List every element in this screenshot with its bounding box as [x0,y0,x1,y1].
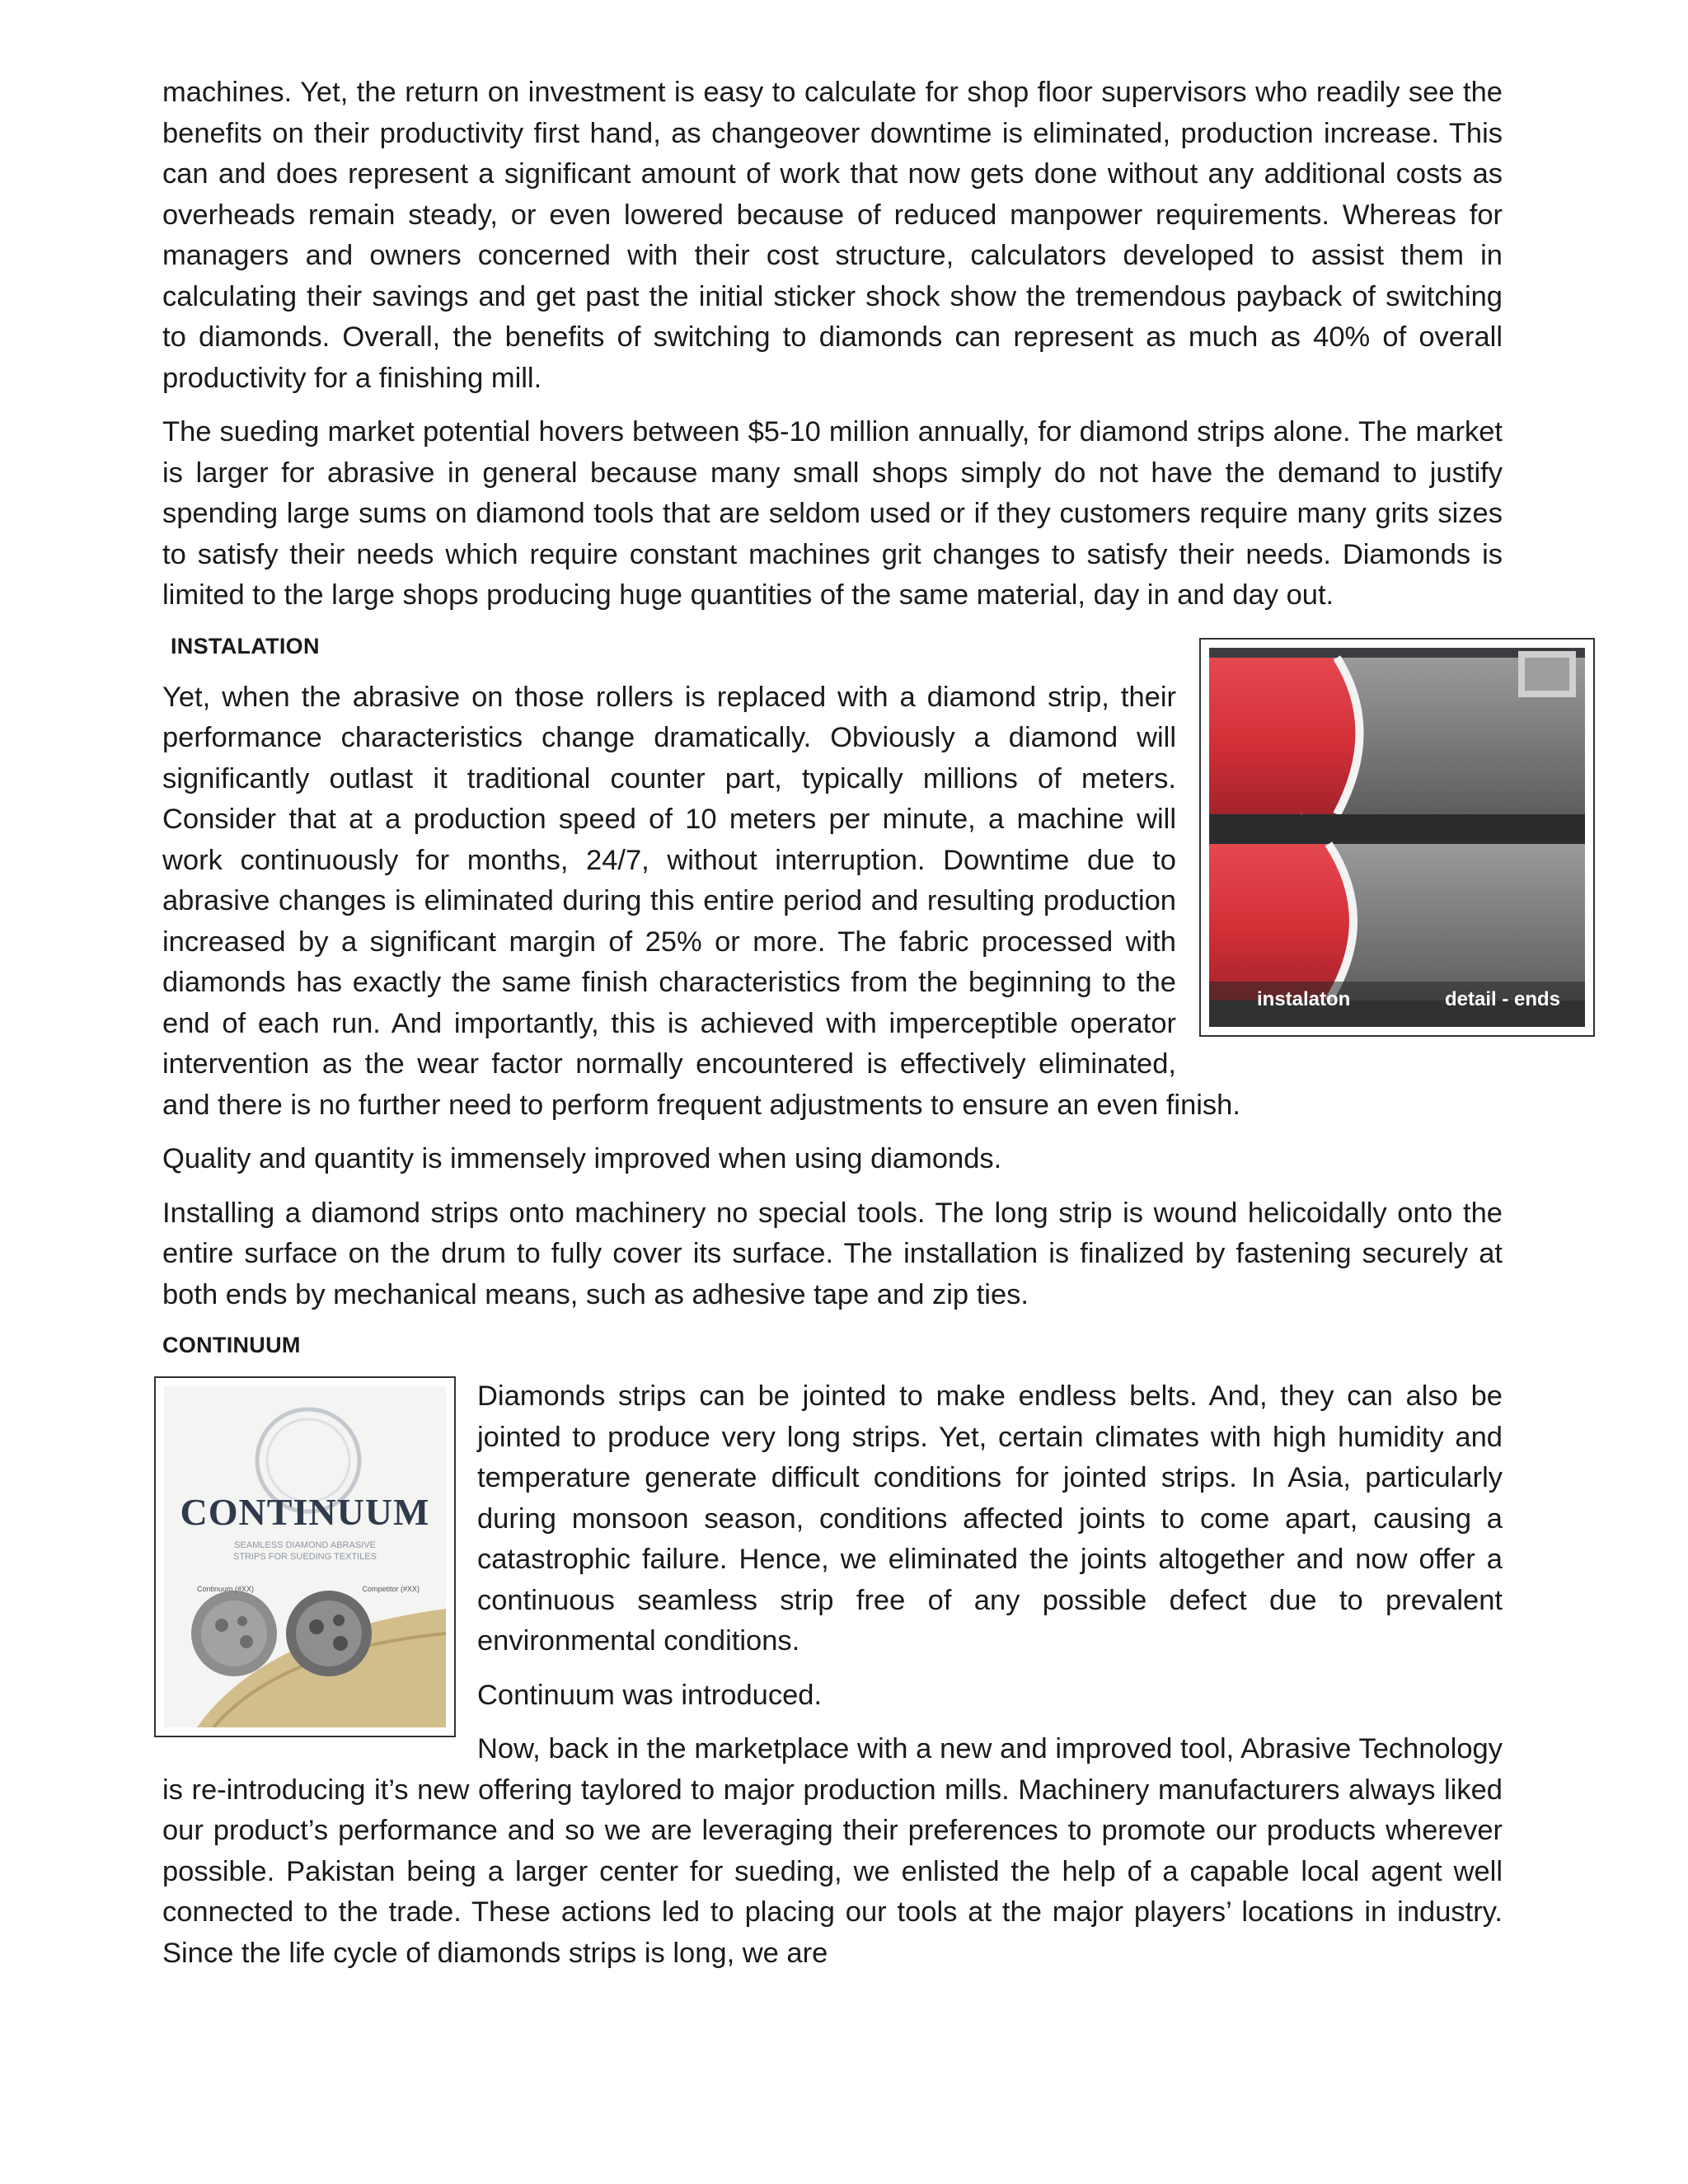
paragraph: machines. Yet, the return on investment is easy to calculate for shop floor supervisors who readily see the benefits on their productivity first hand, as changeover downtime is eliminated, production increase. This can and does represent a significant amount of work that now gets done without any additional costs as overheads remain steady, or even lowered because of reduced manpower requirements. Whereas for managers and owners concerned with their cost structure, calculators developed to assist them in calculating their savings and get past the initial sticker shock show the tremendous payback of switching to diamonds. Overall, the benefits of switching to diamonds can represent as much as 40% of overall productivity for a finishing mill. [162,77,1503,394]
tagline-line-2: STRIPS FOR SUEDING TEXTILES [233,1552,377,1562]
paragraph: Quality and quantity is immensely improved when using diamonds. [162,1143,1002,1174]
section-heading-continuum: CONTINUUM [162,1333,301,1357]
installation-figure [1199,638,1595,1037]
installation-photo [1209,648,1585,1027]
section-heading-installation: INSTALATION [171,633,320,658]
paragraph: Continuum was introduced. [477,1679,823,1711]
continuum-tagline [164,1540,446,1563]
paragraph: Now, back in the marketplace with a new and improved tool, Abrasive Technology is re-introducing it’s new offering taylored to major production mills. Machinery manufacturers always liked our product’s performance and so we are leveraging their preferences to promote our products wherever possible. Pakistan being a larger center for sueding, we enlisted the help of a capable local agent well connected to the trade. These actions led to placing our tools at the major players’ locations in industry. Since the life cycle of diamonds strips is long, we are [162,1733,1503,1969]
continuum-figure [154,1376,456,1737]
installation-caption [1209,979,1585,1019]
continuum-logo: CONTINUUM [180,1491,430,1533]
paragraph: The sueding market potential hovers between $5-10 million annually, for diamond strips alone. The market is larger for abrasive in general because many small shops simply do not have the demand to justify spending large sums on diamond tools that are seldom used or if they customers require many grits sizes to satisfy their needs which require constant machines grit changes to satisfy their needs. Diamonds is limited to the large shops producing huge quantities of the same material, day in and day out. [162,416,1503,611]
caption-detail-ends: detail - ends [1444,987,1560,1010]
continuum-sample-labels [197,1569,420,1610]
caption-installation: instalaton [1257,987,1351,1010]
paragraph: Diamonds strips can be jointed to make endless belts. And, they can also be jointed to produce very long strips. Yet, certain climates with high humidity and temperature generate difficult conditions for jointed strips. In Asia, particularly during monsoon season, conditions affected joints to come apart, causing a catastrophic failure. Hence, we eliminated the joints altogether and now offer a continuous seamless strip free of any possible defect due to prevalent environmental conditions. [477,1380,1503,1657]
sample-label-competitor: Competitor (#XX) [362,1585,420,1593]
sample-label-continuum: Continuum (#XX) [197,1585,255,1593]
document-body [162,73,1560,1987]
paragraph: Installing a diamond strips onto machinery no special tools. The long strip is wound helicoidally onto the entire surface on the drum to fully cover its surface. The installation is finalized by fastening securely at both ends by mechanical means, such as adhesive tape and zip ties. [162,1197,1503,1310]
tagline-line-1: SEAMLESS DIAMOND ABRASIVE [234,1540,376,1550]
paragraph: Yet, when the abrasive on those rollers is replaced with a diamond strip, their performance characteristics change dramatically. Obviously a diamond will significantly outlast it traditional counter part, typically millions of meters. Consider that at a production speed of 10 meters per minute, a machine will work continuously for months, 24/7, without interruption. Downtime due to abrasive changes is eliminated during this entire period and resulting production increased by a significant margin of 25% or more. The fabric processed with diamonds has exactly the same finish characteristics from the beginning to the end of each run. And importantly, this is achieved with imperceptible operator intervention as the wear factor normally encountered is effectively eliminated, and there is no further need to perform frequent adjustments to ensure an even finish. [162,681,1240,1121]
continuum-brochure [164,1386,446,1727]
